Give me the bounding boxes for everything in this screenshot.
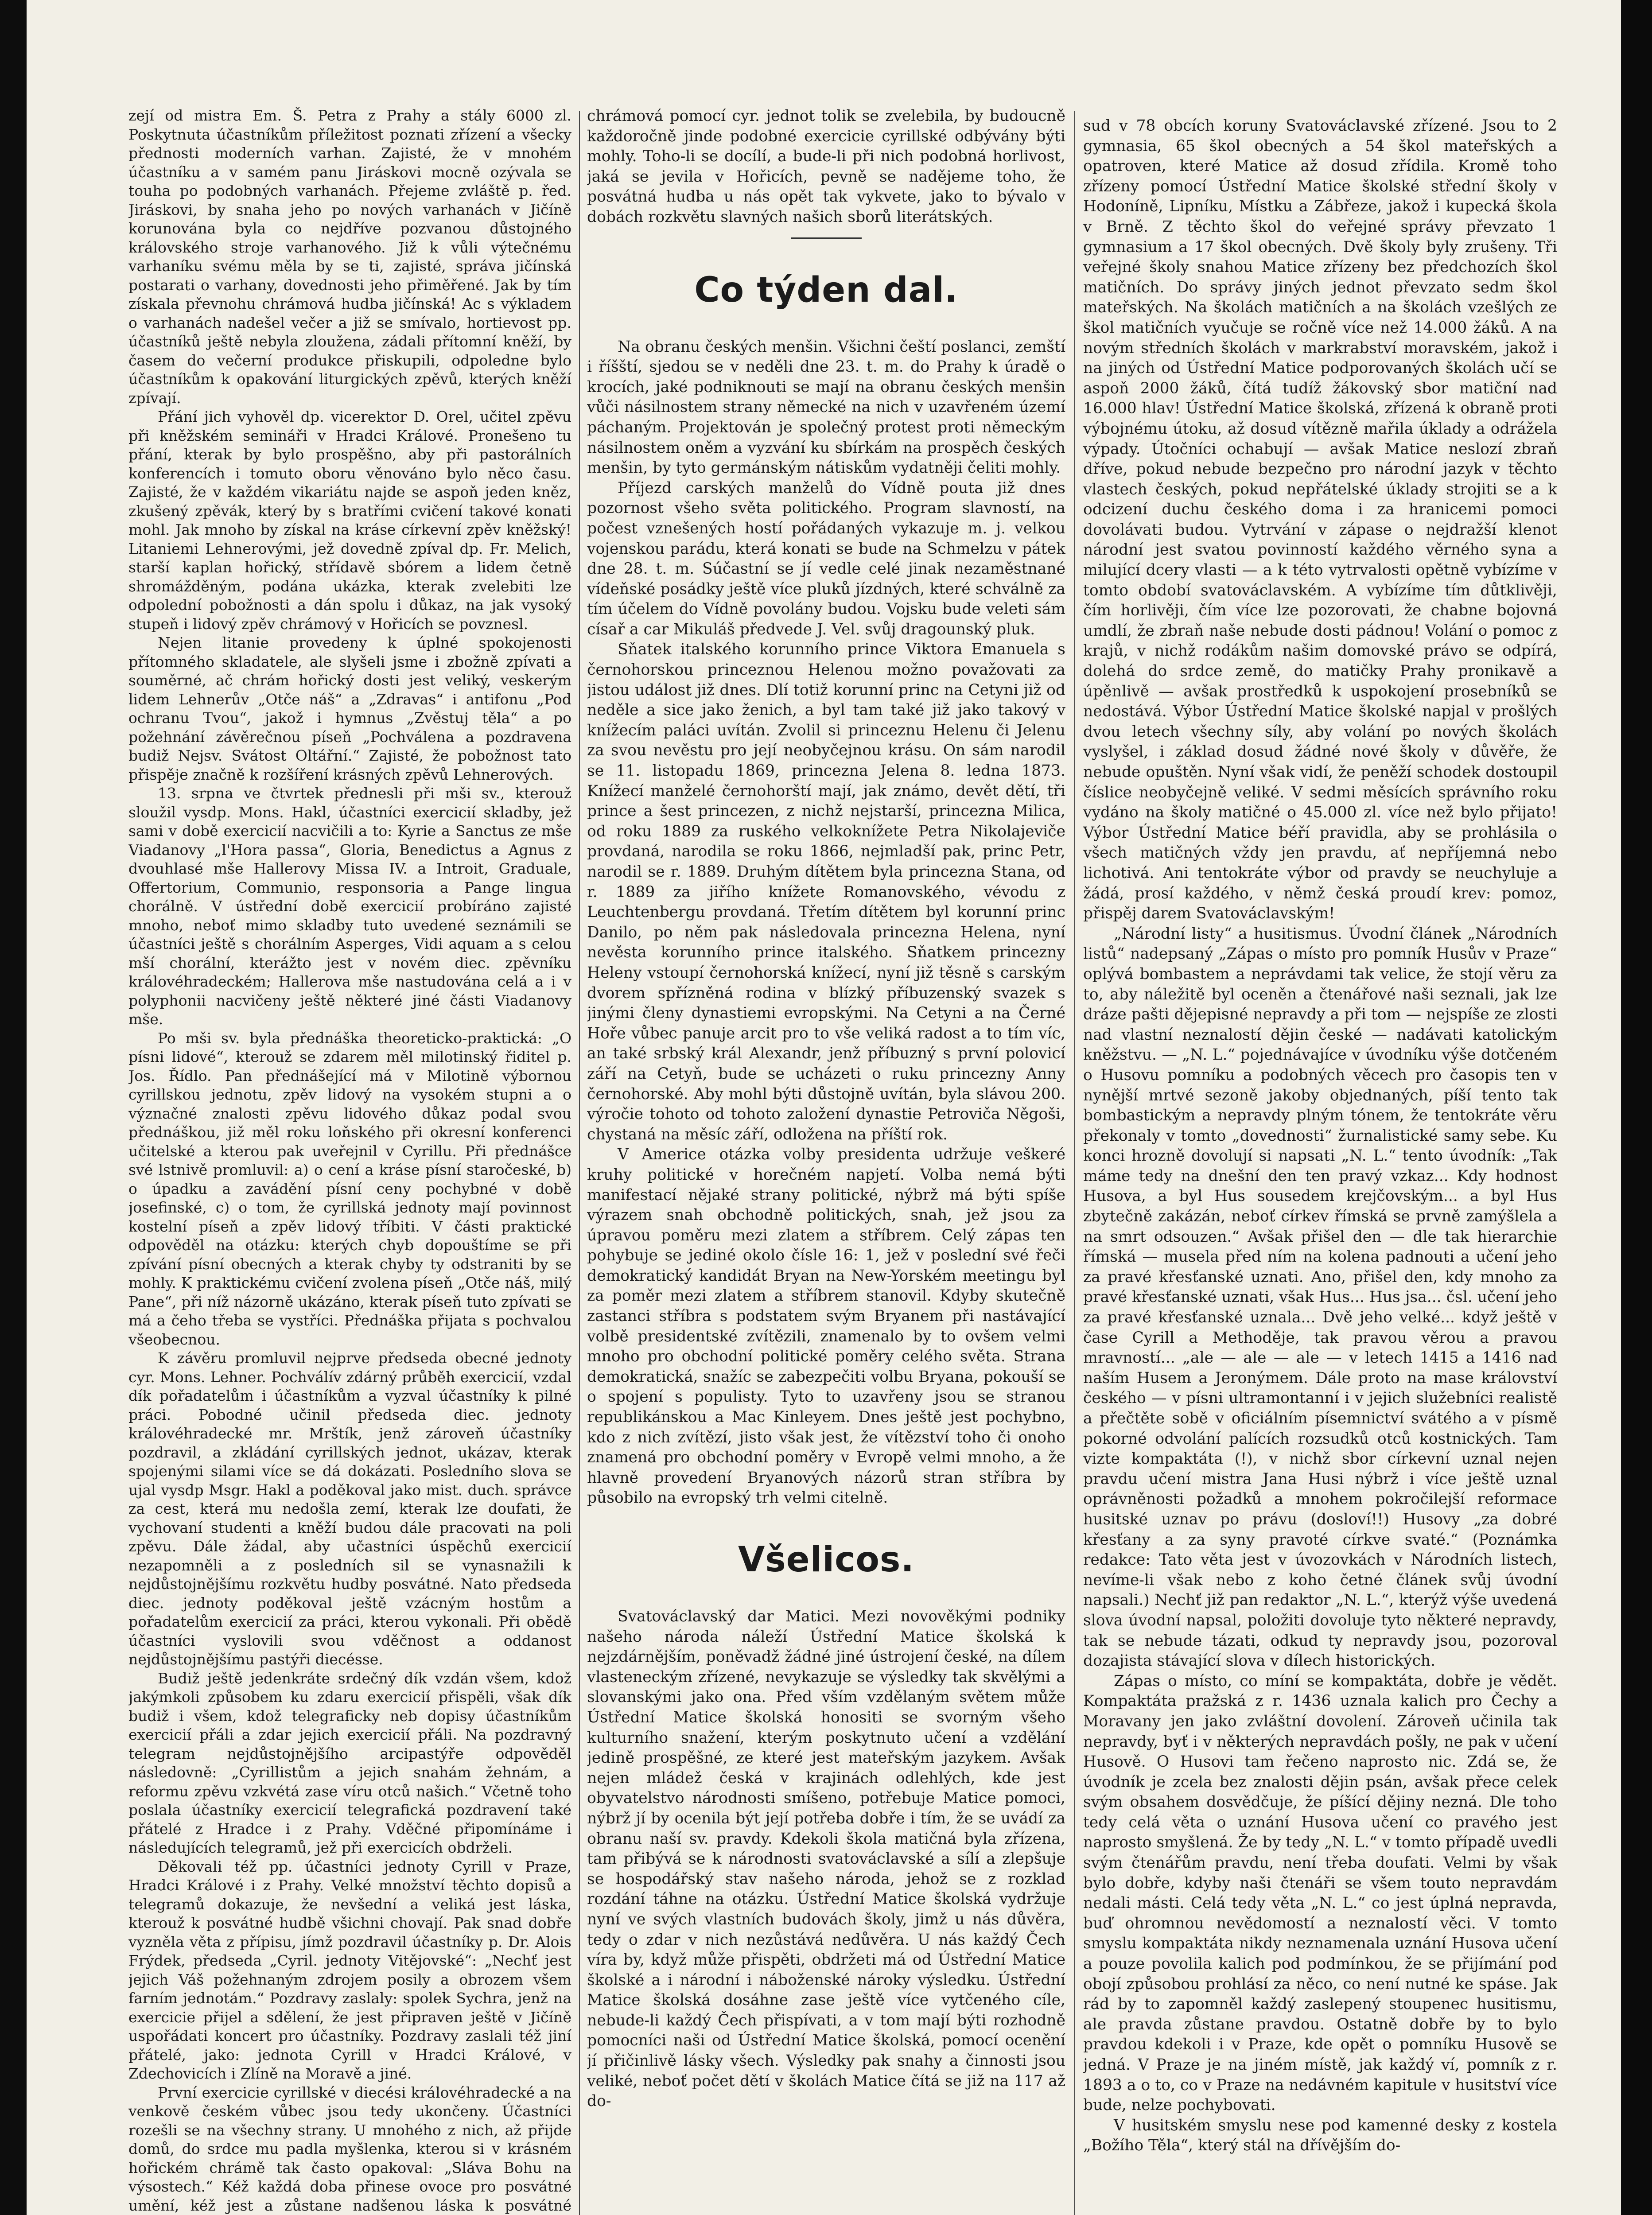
column-divider	[579, 111, 580, 2215]
paragraph: zejí od mistra Em. Š. Petra z Prahy a stály 6000 zl. Poskytnuta účastníkům příležitost poznati zřízení a všecky přednosti moderních varhan. Zajisté, že v mnohém účastníku a v samém panu Jiráskovi mocně ozývala se touha po podobných varhanách. Přejeme zvláště p. řed. Jiráskovi, by snaha jeho po nových varhanách v Jičíně korunována byla co nejdříve pozvanou důstojného královského stroje varhanového. Již k vůli výtečnému varhaníku svému měla by se ti, zajisté, správa jičínská postarati o varhany, dovednosti jeho přiměřené. Jak by tím získala převnohu chrámová hudba jičínská! Ac s výkladem o varhanách nadešel večer a již se smívalo, hortievost pp. účastníků ještě nebyla zloužena, zádali přítomní kněží, by časem do večerní produkce přiskupili, odpoledne bylo účastníkům k opakování liturgických zpěvů, kterých kněží zpívají.	[128, 107, 571, 407]
column-1	[128, 106, 571, 2215]
paragraph: První exercicie cyrillské v diecési královéhradecké a na venkově českém vůbec jsou tedy ukončeny. Účastníci rozešli se na všechny strany. U mnohého z nich, až přijde domů, do srdce mu padla myšlenka, kterou si v krásném hořickém chrámě tak často opakoval: „Sláva Bohu na výsostech.“ Kéž každá doba přinese ovoce pro posvátné umění, kéž jest a zůstane nadšenou láska k posvátné	[128, 2083, 571, 2214]
column-3	[1083, 116, 1557, 2215]
paragraph: V Americe otázka volby presidenta udržuje veškeré kruhy politické v horečném napjetí. Volba nemá býti manifestací nějaké strany politické, nýbrž má býti spíše výrazem snah obchodně politických, snah, jež jsou za úpravou poměru mezi zlatem a stříbrem. Celý zápas ten pohybuje se jediné okolo čísle 16: 1, jež v poslední své řeči demokratický kandidát Bryan na New-Yorském meetingu byl za poměr mezi zlatem a stříbrem stanovil. Kdyby skutečně zastanci stříbra s podstatem svým Bryanem při nastávající volbě presidentské zvítězili, znamenalo by to ovšem velmi mnoho pro obchodní politické poměry celého světa. Strana demokratická, snažíc se zabezpečiti volbu Bryana, pokouší se o spojení s populisty. Tyto to uzavřeny jsou se stranou republikánskou a Mac Kinleyem. Dnes ještě jest pochybno, kdo z nich zvítězí, jisto však jest, že vítězství toho či onoho znamená pro obchodní poměry v Evropě velmi mnoho, a že hlavně provedení Bryanových názorů stran stříbra by působilo na evropský trh velmi citelně.	[587, 1146, 1065, 1507]
section-heading-co-tyden-dal: Co týden dal.	[694, 270, 958, 310]
paragraph: Příjezd carských manželů do Vídně pouta již dnes pozornost všeho světa politického. Program slavností, na počest vznešených hostí pořádaných vykazuje m. j. velkou vojenskou parádu, která konati se bude na Schmelzu v pátek dne 28. t. m. Súčastní se jí vedle celé jinak nezaměstnané vídeňské posádky ještě více pluků jízdných, které schválně za tím účelem do Vídně povolány budou. Vojsku bude veleti sám císař a car Mikuláš předvede J. Vel. svůj dragounský pluk.	[587, 479, 1065, 638]
section-heading-vselicos: Všelicos.	[738, 1540, 915, 1580]
paragraph: Sňatek italského korunního prince Viktora Emanuela s černohorskou princeznou Helenou možno považovati za jistou událost již dnes. Dlí totiž korunní princ na Cetyni již od neděle a sice jako ženich, a byl tam také již jako takový v knížecím paláci uvítán. Zvolil si princeznu Helenu či Jelenu za svou nevěstu pro její neobyčejnou krásu. On sám narodil se 11. listopadu 1869, princezna Jelena 8. ledna 1873. Knížecí manželé černohorští mají, jak známo, devět dětí, tři prince a šest princezen, z nichž nejstarší, princezna Milica, od roku 1889 za ruského velkoknížete Petra Nikolajeviče provdaná, narodila se roku 1866, nejmladší pak, princ Petr, narodil se r. 1889. Druhým dítětem byla princezna Stana, od r. 1889 za jiřího knížete Romanovského, vévodu z Leuchtenbergu provdaná. Třetím dítětem byl korunní princ Danilo, po něm pak následovala princezna Helena, nyní nevěsta korunního prince italského. Sňatkem princezny Heleny vstoupí černohorská knížecí, nyní již těsně s carským dvorem spřízněná rodina v blízký příbuzenský svazek s jinými členy dynastiemi evropskými. Na Cetyni a na Černé Hoře vůbec panuje arcit pro to vše veliká radost a to tím víc, an také srbský král Alexandr, jenž příbuzný s první polovicí září na Cetyň, bude se ucházeti o ruku princezny Anny černohorské. Aby mohl býti důstojně uvítán, byla slávou 200. výročie tohoto od tohoto založení dynastie Petroviča Něgoši, chystaná na měsíc září, odložena na příští rok.	[587, 641, 1065, 1143]
paragraph: Přání jich vyhověl dp. vicerektor D. Orel, učitel zpěvu při kněžském semináři v Hradci Králové. Pronešeno tu přání, kterak by bylo prospěšno, aby při pastorálních konferencích i tomuto oboru věnováno bylo něco času. Zajisté, že v každém vikariátu najde se aspoň jeden kněz, zkušený zpěvák, který by s bratřími cvičení takové konati mohl. Jak mnoho by získal na kráse církevní zpěv kněžský! Litaniemi Lehnerovými, jež dovedně zpíval dp. Fr. Melich, starší kaplan hořický, střídavě sbórem a lidem četně shromážděným, podána ukázka, kterak zvelebiti lze odpolední pobožnosti a dán spolu i důkaz, na jak vysoký stupeň i lidový zpěv chrámový v Hořicích se povznesl.	[128, 408, 571, 633]
paragraph: V husitském smyslu nese pod kamenné desky z kostela „Božího Těla“, který stál na dřívějším do-	[1083, 2116, 1557, 2155]
paragraph: 13. srpna ve čtvrtek přednesli při mši sv., kterouž sloužil vysdp. Mons. Hakl, účastníci exercicií skladby, jež sami v době exercicií nacvičili a to: Kyrie a Sanctus ze mše Viadanovy „l'Hora passa“, Gloria, Benedictus a Agnus z dvouhlasé mše Hallerovy Missa IV. a Introit, Graduale, Offertorium, Communio, responsoria a Pange lingua chorálně. V ústřední době exercicií probíráno zajisté mnoho, neboť mimo skladby tuto uvedené seznámili se účastníci ještě s chorálním Asperges, Vidi aquam a s celou mší chorální, kterážto jest v novém diec. zpěvníku královéhradeckém; Hallerova mše nastudována celá a i v polyphonii nacvičeny ještě některé jiné části Viadanovy mše.	[128, 785, 571, 1028]
paragraph: Zápas o místo, co míní se kompaktáta, dobře je vědět. Kompaktáta pražská z r. 1436 uznala kalich pro Čechy a Moravany jen jako zvláštní dovolení. Zároveň učinila tak nepravdy, byť i v některých nepravdách pošly, ne pak v učení Husově. O Husovi tam řečeno naprosto nic. Zdá se, že úvodník je zcela bez znalosti dějin psán, avšak přece celek svým obsahem dosvědčuje, že píšící dějiny nezná. Dle toho tedy celá věta o uznání Husova učení co pravého jest naprosto smyšlená. Že by tedy „N. L.“ v tomto případě uvedli svým čtenářům pravdu, není třeba doufati. Velmi by však bylo dobře, kdyby naši čtenáři se všem touto nepravdám nedali másti. Celá tedy věta „N. L.“ co jest úplná nepravda, buď ohromnou nevědomostí a neznalostí věci. V tomto smyslu kompaktáta nikdy neznamenala uznání Husova učení a pouze povolila kalich pod podmínkou, že se přijímání pod obojí způsobou prohlásí za něco, co není nutné ke spáse. Jak rád by to zapomněl každý zaslepený stoupenec husitismu, ale pravda zůstane pravdou. Ostatně dobře by to bylo pravdou kdekoli i v Praze, kde opět o pomníku Husově se jedná. V Praze je na jiném místě, jak každý ví, pomník z r. 1893 a o to, co v Praze na nedávném kapitule v husitství více bude, nelze pochybovati.	[1083, 1672, 1557, 2114]
paragraph: „Národní listy“ a husitismus. Úvodní článek „Národních listů“ nadepsaný „Zápas o místo pro pomník Husův v Praze“ oplývá bombastem a neprávdami tak velice, že stojí věru za to, aby náležitě byl oceněn a čtenářové naši seznali, jak lze dráze pašti dějepisné nepravdy a při tom — nejspíše ze zlosti nad vlastní neznalostí dějin české — nadávati katolickým kněžstvu. — „N. L.“ pojednávajíce v úvodníku výše dotčeném o Husovu pomníku a podobných věcech pro časopis ten v nynější mrtvé sezoně jakoby objednaných, píší tento tak bombastickým a nepravdy plným tónem, že tentokráte věru překonaly v tomto „dovednosti“ žurnalistické samy sebe. Ku konci hrozně dovolují si napsati „N. L.“ tento úvodník: „Tak máme tedy na dnešní den ten pravý vzkaz... Kdy hodnost Husova, a byl Hus sousedem krejčovským... a byl Hus zbytečně zakázán, neboť církev římská se prvně zamýšlela a na smrt odsouzen.“ Avšak přišel den — dle tak hierarchie římská — musela před ním na kolena padnouti a učení jeho za pravé křesťanské uznati. Ano, přišel den, kdy mnoho za pravé křesťanské uznati, však Hus... Hus jsa... čsl. učení jeho za pravé křesťanské uznala... Dvě jeho velké... když ještě v čase Cyrill a Methoděje, tak pravou věrou a pravou mravností... „ale — ale — ale — v letech 1415 a 1416 nad naším Husem a Jeronýmem. Dále proto na mase království českého — v písni ultramontanní i v jejich služebníci realistě a přečtěte sobě v oficiálním písemnictví svátého a v písmě pokorné odvolání palících rozsudků otců kostnických. Tam vizte kompaktáta (!), v nichž sbor církevní uznal nejen pravdu učení mistra Jana Husi nýbrž i více ještě uznal oprávněnosti požadků a mnohem pokročilejší reformace husitské uznav po právu (dosloví!!) Husovy „za dobré křesťany a za syny pravoté církve svaté.“ (Poznámka redakce: Tato věta jest v úvozovkách v Národních listech, nevíme-li však nebo z koho četné článek svůj úvodní napsali.) Nechť již pan redaktor „N. L.“, kterýž výše uvedená slova úvodní napsal, položiti dovoluje tyto některé nepravdy, tak se nebude tázati, odkud ty nepravdy jsou, pozoroval dozajista stávající slova v dílech historických.	[1083, 925, 1557, 1670]
paragraph: sud v 78 obcích koruny Svatováclavské zřízené. Jsou to 2 gymnasia, 65 škol obecných a 54 škol mateřských a opatroven, které Matice až dosud zřídila. Kromě toho zřízeny pomocí Ústřední Matice školské střední školy v Hodoníně, Lipníku, Místku a Zábřeze, jakož i kupecká škola v Brně. Z těchto škol do veřejné správy převzato 1 gymnasium a 17 škol obecných. Dvě školy byly zrušeny. Tři veřejné školy snahou Matice zřízeny bez předchozích škol matičních. Do správy jiných jednot převzato sedm škol mateřských. Na školách matičních a na školách vzešlých ze škol matičních vyučuje se ročně více než 14.000 žáků. A na novým středních školách v markrabství moravském, jakož i na jiných od Ústřední Matice podporovaných školách učí se aspoň 2000 žáků, čítá tudíž žákovský sbor matiční nad 16.000 hlav! Ústřední Matice školská, zřízená k obraně proti výbojnému útoku, až dosud vítězně mařila úklady a odrážela výpady. Útočníci ochabují — avšak Matice neslozí zbraň dříve, pokud nebude bezpečno pro národní jazyk v těchto vlastech českých, pokud nepřátelské úklady strojiti se a k odcizení duchu českého doma i za hranicemi pomoci dovolávati budou. Vytrvání v zápase o nejdražší klenot národní jest svatou povinností každého věrného syna a milující dcery vlasti — a k této vytrvalosti opětně vybízíme v tomto období svatováclavském. A vybízíme tím důtklivěji, čím horlivěji, čím více lze pozorovati, že chabne bojovná umdlí, že zbraň naše nebude dosti pádnou! Volání o pomoc z krajů, v nichž rodákům našim domovské právo se odpírá, dolehá do srdce země, do matičky Prahy pronikavě a úpěnlivě — avšak prostředků k uspokojení prosebníků se nedostává. Výbor Ústřední Matice školské napjal v prošlých dvou letech všechny síly, aby volání po nových školách vyslyšel, i základ dosud žádné nové školy v důvěře, že nebude opuštěn. Nyní však vidí, že peněží schodek dostoupil číslice neobyčejně veliké. V sedmi měsících správního roku vydáno na školy matičné o 45.000 zl. více než bylo přijato! Výbor Ústřední Matice béří pravidla, aby se prohlásila o všech matičných vždy jen pravdu, ať nepříjemná nebo lichotivá. Ani tentokráte výbor od pravdy se neuchyluje a žádá, prosí každého, v němž česká proudí krev: pomoz, přispěj darem Svatováclavským!	[1083, 117, 1557, 923]
paragraph: Na obranu českých menšin. Všichni čeští poslanci, zemští i říšští, sjedou se v neděli dne 23. t. m. do Prahy k úradě o krocích, jaké podniknouti se mají na obranu českých menšin vůči násilnostem strany německé na nich v uzavřeném území páchaným. Projektován je společný protest proti německým násilnostem oněm a vyzvání ku sbírkám na prospěch českých menšin, by tyto germánským nátiskům vydatněji čeliti mohly.	[587, 338, 1065, 477]
paragraph: Budiž ještě jedenkráte srdečný dík vzdán všem, kdož jakýmkoli způsobem ku zdaru exercicií přispěli, však dík budiž i všem, kdož telegraficky neb dopisy účastníkům exercicií přáli a zdar jejich exercicií přáli. Na pozdravný telegram nejdůstojnějšího arcipastýře odpověděl následovně: „Cyrillistům a jejich snahám žehnám, a reformu zpěvu vzkvétá zase víru otců našich.“ Včetně toho poslala účastníky exercicií telegrafická pozdravení také přátelé z Hradce i z Prahy. Vděčné připomínáme i následujících telegramů, jež při exercicích obdrželi.	[128, 1669, 571, 1856]
scan-border-left	[0, 0, 27, 2215]
paragraph: K závěru promluvil nejprve předseda obecné jednoty cyr. Mons. Lehner. Pochválív zdárný průběh exercicií, vzdal dík pořadatelům i účastníkům a vyzval účastníky k pilné práci. Pobodné učinil předseda diec. jednoty královéhradecké mr. Mrštík, jenž zároveň účastníky pozdravil, a zkládání cyrillských jednot, ukázav, kterak spojenými silami více se dá dokázati. Posledního slova se ujal vysdp Msgr. Hakl a poděkoval jako mist. duch. správce za cest, která mu nedošla zemí, kterak lze doufati, že vychovaní studenti a kněží budou dále pracovati na poli zpěvu. Dále žádal, aby učastníci úspěchů exercicií nezapomněli a z posledních sil se vynasnažili k nejdůstojnějšímu rozkvětu hudby posvátné. Nato předseda diec. jednoty poděkoval ještě vzácným hostům a pořadatelům exercicií za práci, kterou vykonali. Při obědě účastníci vyslovili svou vděčnost a oddanost nejdůstojnějšímu pastýři diecésse.	[128, 1349, 571, 1668]
paragraph: Po mši sv. byla přednáška theoreticko-praktická: „O písni lidové“, kterouž se zdarem měl milotinský řiditel p. Jos. Řídlo. Pan přednášející má v Milotině výbornou cyrillskou jednotu, zpěv lidový na vysokém stupni a o význačné znalosti zpěvu lidového důkaz podal svou přednáškou, již měl roku loňského při okresní konferenci učitelské a kterou pak uveřejnil v Cyrillu. Při přednášce své lstnivě promluvil: a) o cení a kráse písní staročeské, b) o úpadku a zavádění písní ceny pochybné v době josefinské, c) o tom, že cyrillská jednoty mají povinnost kostelní píseň a zpěv lidový tříbiti. V části praktické odpověděl na otázku: kterých chyb dopouštíme se při zpívání písní obecných a kterak chyby ty odstraniti by se mohly. K praktickému cvičení zvolena píseň „Otče náš, milý Pane“, při níž názorně ukázáno, kterak píseň tuto zpívati se má a čeho třeba se vystříci. Přednáška přijata s pochvalou všeobecnou.	[128, 1029, 571, 1348]
column-divider	[1074, 111, 1075, 2215]
scan-border-right	[1621, 0, 1652, 2215]
paragraph: Svatováclavský dar Matici. Mezi novověkými podniky našeho národa náleží Ústřední Matice školská k nejzdárnějším, poněvadž žádné jiné ústrojení české, na dílem vlasteneckým zřízené, nevykazuje se výsledky tak skvělými a slovanskými jako ona. Před vším vzdělaným světem může Ústřední Matice školská honositi se svorným všeho kulturního snažení, kterým poskytnuto učení a vzdělání jedině prospěšné, ze které jest mateřským jazykem. Avšak nejen mládež česká v krajinách odlehlých, kde jest obyvatelstvo národnosti smíšeno, potřebuje Matice pomoci, nýbrž jí by ocenila být její potřeba dobře i tím, že se uvádí za obranu naší sv. pravdy. Kdekoli škola matičná byla zřízena, tam přibývá se k národnosti svatováclavské a sílí a zlepšuje se hospodářský stav našeho národa, jehož se z rozklad rozdání táhne na otázku. Ústřední Matice školská vydržuje nyní ve svých vlastních budovách školy, jimž u nás důvěra, tedy o zdar v nich nezůstává nedůvěra. U nás každý Čech víra by, když může přispěti, obdržeti má od Ústřední Matice školské a i národní i náboženské nároky výsledku. Ústřední Matice školská dosáhne zase ještě více vytčeného cíle, nebude-li každý Čech přispívati, a v tom mají býti rozhodně pomocníci naši od Ústřední Matice školská, pomocí ocenění jí přičinlivě lásky všech. Výsledky pak snahy a činnosti jsou veliké, neboť počet dětí v školách Matice čítá se již na 117 až do-	[587, 1608, 1065, 2110]
paragraph: chrámová pomocí cyr. jednot tolik se zvelebila, by budoucně každoročně jinde podobné exercicie cyrillské odbývány býti mohly. Toho-li se docílí, a bude-li při nich podobná horlivost, jaká se jevila v Hořicích, pevně se nadějeme toho, že posvátná hudba u nás opět tak vykvete, jako to bývalo v dobách rozkvětu slavných našich sborů literátských.	[587, 107, 1065, 226]
paragraph: Nejen litanie provedeny k úplné spokojenosti přítomného skladatele, ale slyšeli jsme i zbožně zpívati a souměrné, ač chrám hořický dosti jest veliký, veskerým lidem Lehnerův „Otče náš“ a „Zdravas“ i antifonu „Pod ochranu Tvou“, jakož i hymnus „Zvěstuj těla“ a po požehnání závěrečnou píseň „Pochválena a pozdravena budiž Nejsv. Svátost Oltářní.“ Zajisté, že pobožnost tato přispěje značně k rozšíření krásných zpěvů Lehnerových.	[128, 634, 571, 783]
column-2	[587, 106, 1065, 2215]
section-rule	[791, 237, 862, 239]
paragraph: Děkovali též pp. účastníci jednoty Cyrill v Praze, Hradci Králové i z Prahy. Velké množství těchto dopisů a telegramů dokazuje, že nevšední a veliká jest láska, kterouž k posvátné hudbě všichni chovají. Pak snad dobře vyzněla věta z přípisu, jímž pozdravil účastníky p. Dr. Alois Frýdek, předseda „Cyril. jednoty Vitějovské“: „Nechť jest jejich Váš požehnaným zdrojem posily a obrozem všem farním jednotám.“ Pozdravy zaslaly: spolek Sychra, jenž na exercicie přijel a sdělení, že jest připraven ještě v Jičíně uspořádati koncert pro účastníky. Pozdravy zaslali též jiní přátelé, jako: jednota Cyrill v Hradci Králové, v Zdechovicích i Zlíně na Moravě a jiné.	[128, 1857, 571, 2082]
